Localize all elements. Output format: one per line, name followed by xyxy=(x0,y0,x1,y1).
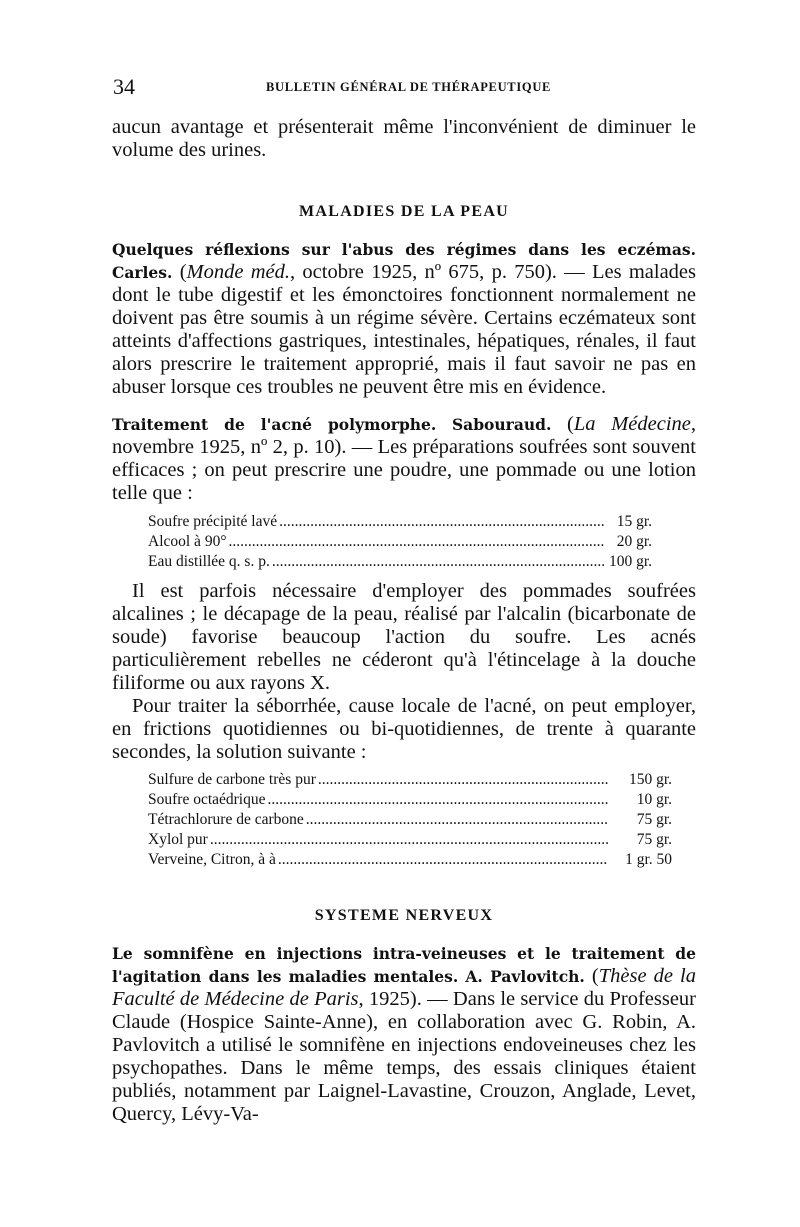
ingredient-name: Soufre précipité lavé xyxy=(148,513,278,530)
ingredient-name: Verveine, Citron, à à xyxy=(148,851,276,868)
article-eczemas: Quelques réflexions sur l'abus des régimes dans les eczémas. Carles. (Monde méd., octobre 1925, nº 675, p. 750). — Les malades dont le tube digestif et les émonctoires fonctionnent normalement ne doivent pas être soumis à un régime sévère. Certains eczémateux sont atteints d'affections gastriques, intestinales, hépatiques, rénales, il faut alors prescrire le traitement approprié, mais il faut savoir ne pas en abuser lorsque ces troubles ne peuvent être mis en évidence. xyxy=(112,240,697,398)
ingredient-name: Tétrachlorure de carbone xyxy=(148,811,304,828)
article-source: La Médecine xyxy=(573,413,691,435)
article-text: — Les préparations soufrées sont souvent efficaces ; on peut prescrire une poudre, une pommade ou une lotion telle que : xyxy=(112,436,697,504)
recipe-row xyxy=(148,532,652,552)
article-citation: , 1925). xyxy=(358,988,422,1010)
article-author: Sabouraud. xyxy=(451,415,552,434)
ingredient-name: Sulfure de carbone très pur xyxy=(148,771,316,788)
section-heading-nerveux: SYSTEME NERVEUX xyxy=(314,907,494,924)
recipe-row xyxy=(148,512,652,532)
running-title: BULLETIN GÉNÉRAL DE THÉRAPEUTIQUE xyxy=(266,80,552,94)
recipe-row xyxy=(148,850,672,870)
recipe-row xyxy=(148,790,672,810)
paragraph-pommades: Il est parfois nécessaire d'employer des pommades soufrées alcalines ; le décapage de la peau, réalisé par l'alcalin (bicarbonate de soude) favorise beaucoup l'action du soufre. Les acnés particulièrement rebelles ne céderont qu'à l'étincelage à la douche filiforme ou aux rayons X. xyxy=(112,580,696,694)
page-header xyxy=(113,74,699,102)
article-title: Quelques réflexions sur l'abus des régimes dans les eczémas. xyxy=(112,240,696,259)
article-title: Le somnifène en injections intra-veineuses et le traitement de l'agitation dans les maladies mentales. xyxy=(112,944,696,986)
ingredient-qty: 15 gr. xyxy=(616,513,652,530)
article-text: — Les malades dont le tube digestif et les émonctoires fonctionnent normalement ne doivent pas être soumis à un régime sévère. Certains eczémateux sont atteints d'affections gastriques, intestinales, hépatiques, rénales, il faut alors prescrire le traitement approprié, mais il faut savoir ne pas en abuser lorsque ces troubles ne peuvent être mis en évidence. xyxy=(112,261,697,398)
ingredient-name: Xylol pur xyxy=(148,831,208,848)
article-author: A. Pavlovitch. xyxy=(465,967,585,986)
article-source: Monde méd. xyxy=(186,261,291,283)
article-text: — Dans le service du Professeur Claude (Hospice Sainte-Anne), en collaboration avec G. Robin, A. Pavlovitch a utilisé le somnifène en injections endoveineuses chez les psychopathes. Dans le même temps, des essais cliniques étaient publiés, notamment par Laignel-Lavastine, Crouzon, Anglade, Levet, Quercy, Lévy-Va- xyxy=(112,988,697,1125)
article-title: Traitement de l'acné polymorphe. xyxy=(112,415,437,434)
section-heading-peau: MALADIES DE LA PEAU xyxy=(298,203,510,220)
paragraph-seborrhee: Pour traiter la séborrhée, cause locale de l'acné, on peut employer, en frictions quotidiennes ou bi-quotidiennes, de trente à quarante secondes, la solution suivante : xyxy=(112,695,696,763)
recipe-row xyxy=(148,830,672,850)
article-author: Carles. xyxy=(112,263,173,282)
ingredient-qty: 150 gr. xyxy=(628,771,672,788)
ingredient-qty: 1 gr. 50 xyxy=(625,851,672,868)
article-somnifene: Le somnifène en injections intra-veineuses et le traitement de l'agitation dans les maladies mentales. A. Pavlovitch. (Thèse de la Faculté de Médecine de Paris, 1925). — Dans le service du Professeur Claude (Hospice Sainte-Anne), en collaboration avec G. Robin, A. Pavlovitch a utilisé le somnifène en injections endoveineuses chez les psychopathes. Dans le même temps, des essais cliniques étaient publiés, notamment par Laignel-Lavastine, Crouzon, Anglade, Levet, Quercy, Lévy-Va- xyxy=(112,944,697,1125)
ingredient-qty: 20 gr. xyxy=(616,533,652,550)
article-source: Thèse de la Faculté de Médecine de Paris xyxy=(112,965,697,1010)
ingredient-qty: 100 gr. xyxy=(608,553,652,570)
recipe-table-seborrhee xyxy=(148,770,672,870)
page-body xyxy=(112,116,696,1126)
ingredient-qty: 75 gr. xyxy=(636,831,672,848)
article-citation: , novembre 1925, nº 2, p. 10). xyxy=(112,413,696,458)
recipe-row xyxy=(148,810,672,830)
ingredient-qty: 10 gr. xyxy=(636,791,672,808)
page-number: 34 xyxy=(113,74,135,99)
intro-paragraph: aucun avantage et présenterait même l'inconvénient de diminuer le volume des urines. xyxy=(112,116,696,161)
ingredient-name: Soufre octaédrique xyxy=(148,791,266,808)
recipe-row xyxy=(148,552,652,572)
recipe-row xyxy=(148,770,672,790)
ingredient-name: Eau distillée q. s. p. xyxy=(148,553,270,570)
recipe-table-acne xyxy=(148,512,652,572)
ingredient-qty: 75 gr. xyxy=(636,811,672,828)
article-citation: , octobre 1925, nº 675, p. 750). xyxy=(290,261,557,283)
ingredient-name: Alcool à 90° xyxy=(148,533,227,550)
article-acne: Traitement de l'acné polymorphe. Sabouraud. (La Médecine, novembre 1925, nº 2, p. 10). — Les préparations soufrées sont souvent efficaces ; on peut prescrire une poudre, une pommade ou une lotion telle que : xyxy=(112,413,697,504)
